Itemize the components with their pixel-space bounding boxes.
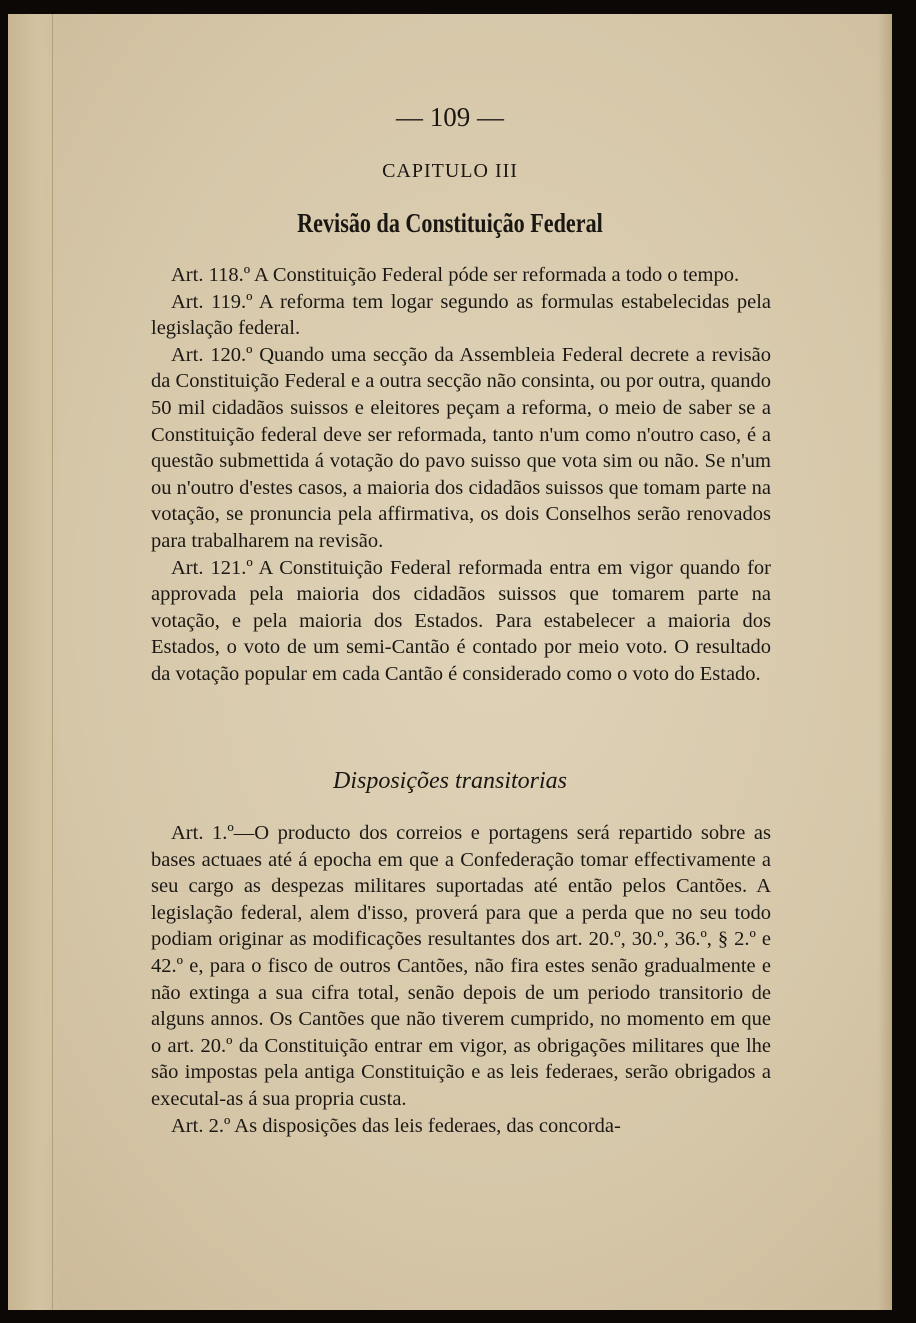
section-title: Revisão da Constituição Federal [297, 208, 603, 238]
article-120: Art. 120.º Quando uma secção da Assembleia Federal decrete a revisão da Constituição Federal e a outra secção não consinta, ou por outra, quando 50 mil cidadãos suissos e eleitores peçam a reforma, o meio de saber se a Constituição federal deve ser reformada, tanto n'um como n'outro caso, é a questão submettida á votação do pavo suisso que vota sim ou não. Se n'um ou n'outro d'estes casos, a maioria dos cidadãos suissos que tomam parte na votação, se pronuncia pela affirmativa, os dois Conselhos serão renovados para trabalharem na revisão. [151, 343, 771, 552]
chapter-heading: CAPITULO III [382, 160, 518, 182]
page-edge-shadow [878, 14, 892, 1310]
transitional-articles-block [151, 820, 771, 1139]
binding-line [52, 14, 53, 1310]
articles-block [151, 262, 771, 688]
article-118: Art. 118.º A Constituição Federal póde ser reformada a todo o tempo. [171, 264, 740, 286]
subsection-title: Disposições transitorias [332, 768, 568, 794]
page-number: — 109 — [396, 102, 504, 132]
article-121: Art. 121.º A Constituição Federal reformada entra em vigor quando for approvada pela maioria dos cidadãos suissos que tomarem parte na votação, e pela maioria dos Estados. Para estabelecer a maioria dos Estados, o voto de um semi-Cantão é contado por meio voto. O resultado da votação popular em cada Cantão é considerado como o voto do Estado. [151, 556, 771, 685]
transitional-article-2: Art. 2.º As disposições das leis federaes, das concorda- [171, 1114, 621, 1137]
book-page [8, 14, 892, 1310]
transitional-article-1: Art. 1.º—O producto dos correios e portagens será repartido sobre as bases actuaes até á epocha em que a Confederação tomar effectivamente a seu cargo as despezas militares suportadas até então pelos Cantões. A legislação federal, alem d'isso, proverá para que a perda que no seu todo podiam originar as modificações resultantes dos art. 20.º, 30.º, 36.º, § 2.º e 42.º e, para o fisco de outros Cantões, não fira estes senão gradualmente e não extinga a sua cifra total, senão depois de um periodo transitorio de alguns annos. Os Cantões que não tiverem cumprido, no momento em que o art. 20.º da Constituição entrar em vigor, as obrigações militares que lhe são impostas pela antiga Constituição e as leis federaes, serão obrigados a executal-as á sua propria custa. [151, 822, 771, 1110]
article-119: Art. 119.º A reforma tem logar segundo as formulas estabelecidas pela legislação federal. [151, 290, 771, 340]
